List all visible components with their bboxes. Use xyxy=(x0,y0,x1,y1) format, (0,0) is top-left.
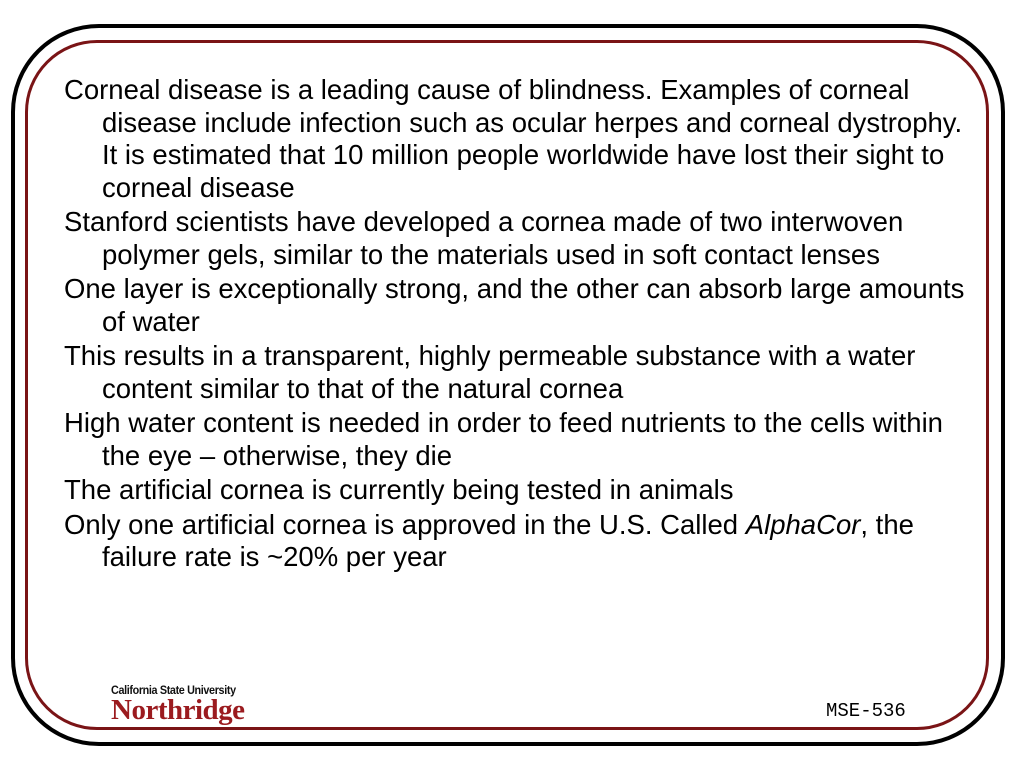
bullet-item xyxy=(64,206,969,271)
bullet-text-prefix: Only one artificial cornea is approved in the U.S. Called xyxy=(64,508,746,540)
bullet-text: The artificial cornea is currently being tested in animals xyxy=(64,474,734,505)
alphacor-emphasis: AlphaCor xyxy=(745,508,861,540)
bullet-list xyxy=(64,74,969,576)
bullet-item xyxy=(64,74,969,204)
course-code: MSE-536 xyxy=(826,700,906,722)
bullet-item xyxy=(64,340,969,405)
bullet-item xyxy=(64,474,969,507)
csun-logo xyxy=(111,683,261,729)
bullet-text: Corneal disease is a leading cause of blindness. Examples of corneal disease include infection such as ocular herpes and corneal dystrophy. It is estimated that 10 million people worldwide have lost their sight to corneal disease xyxy=(64,74,963,203)
bullet-text: Stanford scientists have developed a cornea made of two interwoven polymer gels, similar to the materials used in soft contact lenses xyxy=(64,206,904,270)
bullet-item xyxy=(64,407,969,472)
logo-university-line: California State University xyxy=(111,683,236,697)
bullet-text: High water content is needed in order to feed nutrients to the cells within the eye – otherwise, they die xyxy=(64,407,943,471)
bullet-text: This results in a transparent, highly permeable substance with a water content similar to that of the natural cornea xyxy=(64,340,916,404)
bullet-item xyxy=(64,509,969,574)
bullet-item xyxy=(64,273,969,338)
logo-northridge-wordmark: Northridge xyxy=(111,694,245,726)
bullet-text: One layer is exceptionally strong, and the other can absorb large amounts of water xyxy=(64,273,965,337)
bullet-text-suffix: , the failure rate is ~20% per year xyxy=(102,508,914,572)
